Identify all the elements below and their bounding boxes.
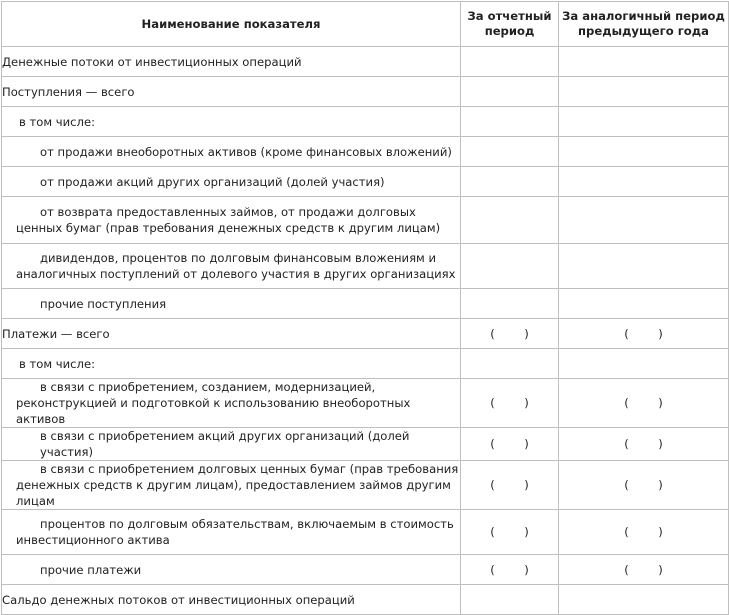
row-current-value xyxy=(461,47,559,77)
row-previous-value xyxy=(559,77,729,107)
header-current-period xyxy=(461,2,559,47)
row-current-value xyxy=(461,77,559,107)
row-previous-value xyxy=(559,47,729,77)
row-current-value xyxy=(461,107,559,137)
empty-value-brackets: ( ) xyxy=(624,478,663,492)
table-row xyxy=(2,379,729,428)
row-current-value xyxy=(461,167,559,197)
row-previous-value xyxy=(559,167,729,197)
header-indicator-name-text: Наименование показателя xyxy=(141,16,321,31)
investment-cash-flow-table xyxy=(1,1,729,615)
empty-value-brackets: ( ) xyxy=(490,525,529,539)
empty-value-brackets: ( ) xyxy=(624,437,663,451)
row-label: прочие платежи xyxy=(2,555,461,585)
table-row xyxy=(2,555,729,585)
header-current-period-line1: За отчетный xyxy=(467,9,552,23)
row-label: в том числе: xyxy=(2,349,461,379)
row-current-value xyxy=(461,585,559,615)
row-label: Сальдо денежных потоков от инвестиционных операций xyxy=(2,585,461,615)
row-label: в связи с приобретением, созданием, модернизацией, реконструкцией и подготовкой к использованию внеоборотных активов xyxy=(2,379,461,428)
row-current-value xyxy=(461,244,559,289)
table-row xyxy=(2,349,729,379)
row-label: от возврата предоставленных займов, от продажи долговых ценных бумаг (прав требования денежных средств к другим лицам) xyxy=(2,197,461,244)
table-row xyxy=(2,585,729,615)
table-row xyxy=(2,428,729,461)
row-current-value xyxy=(461,428,559,461)
row-current-value xyxy=(461,461,559,510)
empty-value-brackets: ( ) xyxy=(624,326,663,341)
header-current-period-line2: период xyxy=(484,24,535,38)
row-current-value xyxy=(461,319,559,349)
table-row xyxy=(2,47,729,77)
empty-value-brackets: ( ) xyxy=(490,326,529,341)
row-label: Платежи — всего xyxy=(2,319,461,349)
row-current-value xyxy=(461,349,559,379)
row-previous-value xyxy=(559,319,729,349)
table-row xyxy=(2,461,729,510)
header-previous-period-line1: За аналогичный период xyxy=(562,9,725,23)
empty-value-brackets: ( ) xyxy=(624,562,663,577)
row-previous-value xyxy=(559,137,729,167)
row-previous-value xyxy=(559,289,729,319)
row-previous-value xyxy=(559,428,729,461)
row-previous-value xyxy=(559,107,729,137)
empty-value-brackets: ( ) xyxy=(624,396,663,410)
row-label: от продажи внеоборотных активов (кроме финансовых вложений) xyxy=(2,137,461,167)
row-current-value xyxy=(461,197,559,244)
row-previous-value xyxy=(559,585,729,615)
row-label: дивидендов, процентов по долговым финансовым вложениям и аналогичных поступлений от долевого участия в других организациях xyxy=(2,244,461,289)
row-previous-value xyxy=(559,244,729,289)
row-previous-value xyxy=(559,510,729,555)
row-label: в связи с приобретением акций других организаций (долей участия) xyxy=(2,428,461,461)
table-row xyxy=(2,77,729,107)
row-label: от продажи акций других организаций (долей участия) xyxy=(2,167,461,197)
row-current-value xyxy=(461,379,559,428)
row-label: в связи с приобретением долговых ценных бумаг (прав требования денежных средств к другим лицам), предоставлением займов другим лицам xyxy=(2,461,461,510)
header-previous-period-line2: предыдущего года xyxy=(578,24,709,38)
table-row xyxy=(2,167,729,197)
empty-value-brackets: ( ) xyxy=(490,396,529,410)
table-row xyxy=(2,197,729,244)
row-current-value xyxy=(461,289,559,319)
row-label: в том числе: xyxy=(2,107,461,137)
row-previous-value xyxy=(559,197,729,244)
table-row xyxy=(2,137,729,167)
empty-value-brackets: ( ) xyxy=(490,478,529,492)
row-previous-value xyxy=(559,349,729,379)
empty-value-brackets: ( ) xyxy=(624,525,663,539)
row-label: прочие поступления xyxy=(2,289,461,319)
row-previous-value xyxy=(559,555,729,585)
row-previous-value xyxy=(559,461,729,510)
empty-value-brackets: ( ) xyxy=(490,562,529,577)
table-row xyxy=(2,510,729,555)
table-row xyxy=(2,319,729,349)
row-previous-value xyxy=(559,379,729,428)
table-header-row xyxy=(2,2,729,47)
header-indicator-name xyxy=(2,2,461,47)
empty-value-brackets: ( ) xyxy=(490,437,529,451)
header-previous-period xyxy=(559,2,729,47)
table-row xyxy=(2,289,729,319)
row-label: Поступления — всего xyxy=(2,77,461,107)
table-row xyxy=(2,244,729,289)
row-current-value xyxy=(461,137,559,167)
row-label: процентов по долговым обязательствам, включаемым в стоимость инвестиционного актива xyxy=(2,510,461,555)
table-row xyxy=(2,107,729,137)
row-current-value xyxy=(461,555,559,585)
row-current-value xyxy=(461,510,559,555)
row-label: Денежные потоки от инвестиционных операций xyxy=(2,47,461,77)
